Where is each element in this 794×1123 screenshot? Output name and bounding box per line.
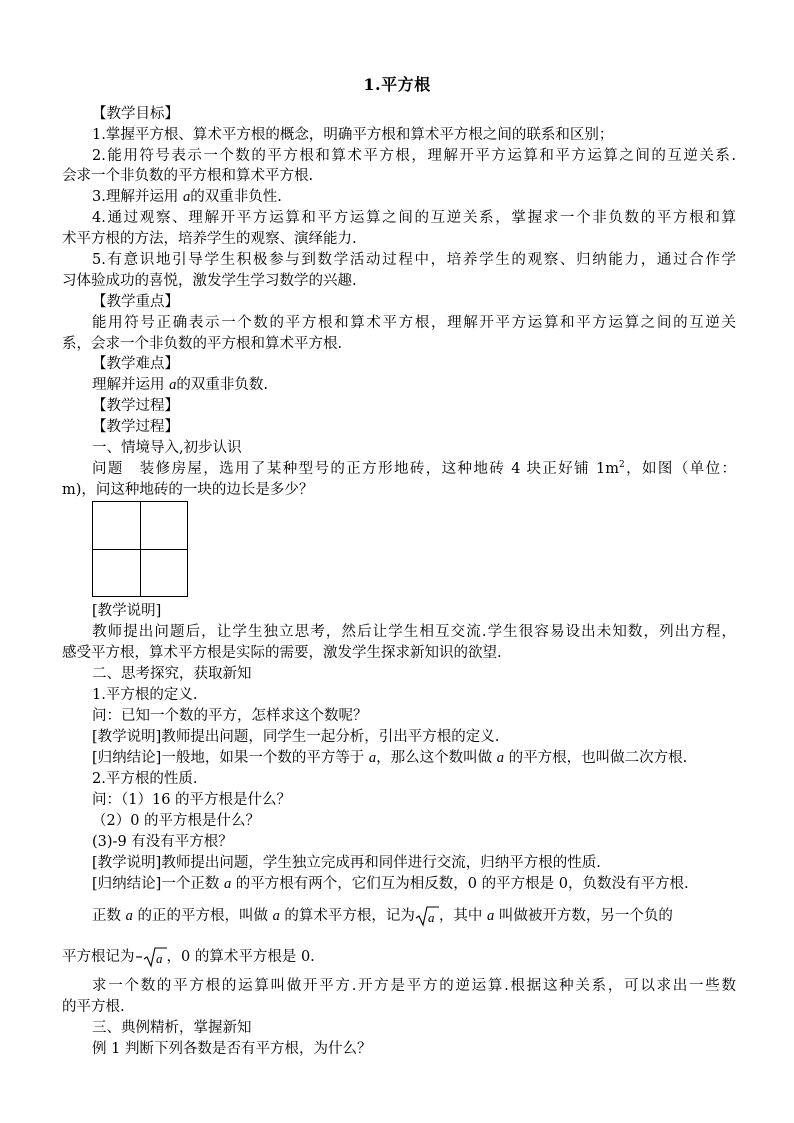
grid-horizontal-line	[93, 549, 187, 550]
text: 理解并运用	[92, 377, 170, 393]
text: 平方根记为	[62, 949, 135, 965]
objective-4-cont: 术平方根的方法，培养学生的观察、演绎能力.	[62, 231, 357, 247]
radicand-a: a	[427, 910, 435, 925]
text: 的平方根，也叫做二次方根.	[504, 750, 688, 766]
variable-a: a	[272, 908, 280, 924]
text: 的双重非负性.	[190, 189, 282, 205]
conclusion-definition	[92, 748, 687, 768]
sqrt-a-formula	[415, 905, 439, 927]
radicand-a: a	[155, 951, 162, 966]
tile-grid-figure	[92, 501, 188, 597]
negative-sqrt-a-formula	[135, 946, 167, 968]
problem-text-cont: m)，问这种地砖的一块的边长是多少？	[62, 482, 314, 498]
text: 叫做被开方数，另一个负的	[494, 908, 673, 924]
key-point-text-cont: 系，会求一个非负数的平方根和算术平方根.	[62, 336, 343, 352]
objective-2-cont: 会求一个非负数的平方根和算术平方根.	[62, 168, 314, 184]
radical-sign	[415, 905, 439, 927]
teaching-note: [教学说明]教师提出问题，同学生一起分析，引出平方根的定义.	[92, 729, 500, 745]
variable-a: a	[182, 189, 191, 205]
variable-a: a	[368, 750, 377, 766]
text: 的双重非负数.	[176, 377, 268, 393]
objective-3	[92, 187, 282, 207]
teaching-note-text: 教师提出问题后，让学生独立思考，然后让学生相互交流.学生很容易设出未知数，列出方程，	[92, 624, 736, 640]
question-2: （2）0 的平方根是什么？	[92, 813, 261, 829]
variable-a: a	[496, 750, 505, 766]
question-1: 问：（1）16 的平方根是什么？	[92, 792, 292, 808]
page-title: 1.平方根	[363, 75, 431, 94]
example-1: 例 1 判断下列各数是否有平方根，为什么？	[92, 1041, 372, 1057]
text: 正数	[92, 908, 126, 924]
teaching-note-text-cont: 感受平方根，算术平方根是实际的需要，激发学生探求新知识的欲望.	[62, 645, 502, 661]
extraction-definition-cont: 的平方根.	[62, 999, 125, 1015]
objective-4: 4.通过观察、理解开平方运算和平方运算之间的互逆关系，掌握求一个非负数的平方根和算	[92, 210, 736, 226]
negative-radical-sign	[135, 946, 167, 968]
text: [归纳结论]一般地，如果一个数的平方等于	[92, 750, 369, 766]
objective-5-cont: 习体验成功的喜悦，激发学生学习数学的兴趣.	[62, 273, 357, 289]
text: 的正的平方根，叫做	[132, 908, 273, 924]
text: 的算术平方根，记为	[279, 908, 415, 924]
objective-5: 5.有意识地引导学生积极参与到数学活动过程中，培养学生的观察、归纳能力，通过合作学	[92, 252, 736, 268]
definition-heading: 1.平方根的定义.	[92, 687, 198, 703]
text: ，那么这个数叫做	[376, 750, 497, 766]
section-heading-process-2: 【教学过程】	[92, 419, 179, 435]
properties-heading: 2.平方根的性质.	[92, 771, 198, 787]
difficulty-text	[92, 375, 268, 395]
teaching-note-2: [教学说明]教师提出问题，学生独立完成再和同伴进行交流，归纳平方根的性质.	[92, 855, 601, 871]
section-heading-process: 【教学过程】	[92, 398, 179, 414]
problem-text	[92, 459, 736, 479]
text: 的平方根有两个，它们互为相反数，0 的平方根是 0，负数没有平方根.	[231, 876, 689, 892]
section-heading-objectives: 【教学目标】	[92, 106, 179, 122]
variable-a: a	[125, 908, 133, 924]
variable-a: a	[223, 876, 232, 892]
text: 问题 装修房屋，选用了某种型号的正方形地砖，这种地砖 4 块正好铺 1m	[92, 461, 620, 477]
question-text: 问：已知一个数的平方，怎样求这个数呢？	[92, 708, 368, 724]
subsection-explore: 二、思考探究，获取新知	[92, 666, 252, 682]
section-heading-key-points: 【教学重点】	[92, 294, 179, 310]
text: ，0 的算术平方根是 0.	[166, 949, 315, 965]
variable-a: a	[169, 377, 177, 393]
objective-1: 1.掌握平方根、算术平方根的概念，明确平方根和算术平方根之间的联系和区别；	[92, 127, 614, 143]
arithmetic-root-definition	[92, 904, 673, 928]
subsection-intro: 一、情境导入,初步认识	[92, 440, 242, 456]
negative-root-notation	[62, 945, 315, 969]
teaching-note-label: [教学说明]	[92, 603, 162, 619]
text: [归纳结论]一个正数	[92, 876, 224, 892]
objective-2: 2.能用符号表示一个数的平方根和算术平方根，理解开平方运算和平方运算之间的互逆关系.	[92, 148, 736, 164]
key-point-text: 能用符号正确表示一个数的平方根和算术平方根，理解开平方运算和平方运算之间的互逆关	[92, 315, 736, 331]
text: ，如图（单位：	[624, 461, 737, 477]
subsection-examples: 三、典例精析，掌握新知	[92, 1020, 252, 1036]
superscript: 2	[619, 460, 625, 471]
section-heading-difficulty: 【教学难点】	[92, 356, 179, 372]
question-3: (3)-9 有没有平方根？	[92, 834, 233, 850]
extraction-definition: 求一个数的平方根的运算叫做开平方.开方是平方的逆运算.根据这种关系，可以求出一些数	[92, 978, 736, 994]
text: ，其中	[438, 908, 488, 924]
conclusion-properties	[92, 874, 689, 894]
text: 3.理解并运用	[92, 189, 183, 205]
variable-a: a	[487, 908, 495, 924]
